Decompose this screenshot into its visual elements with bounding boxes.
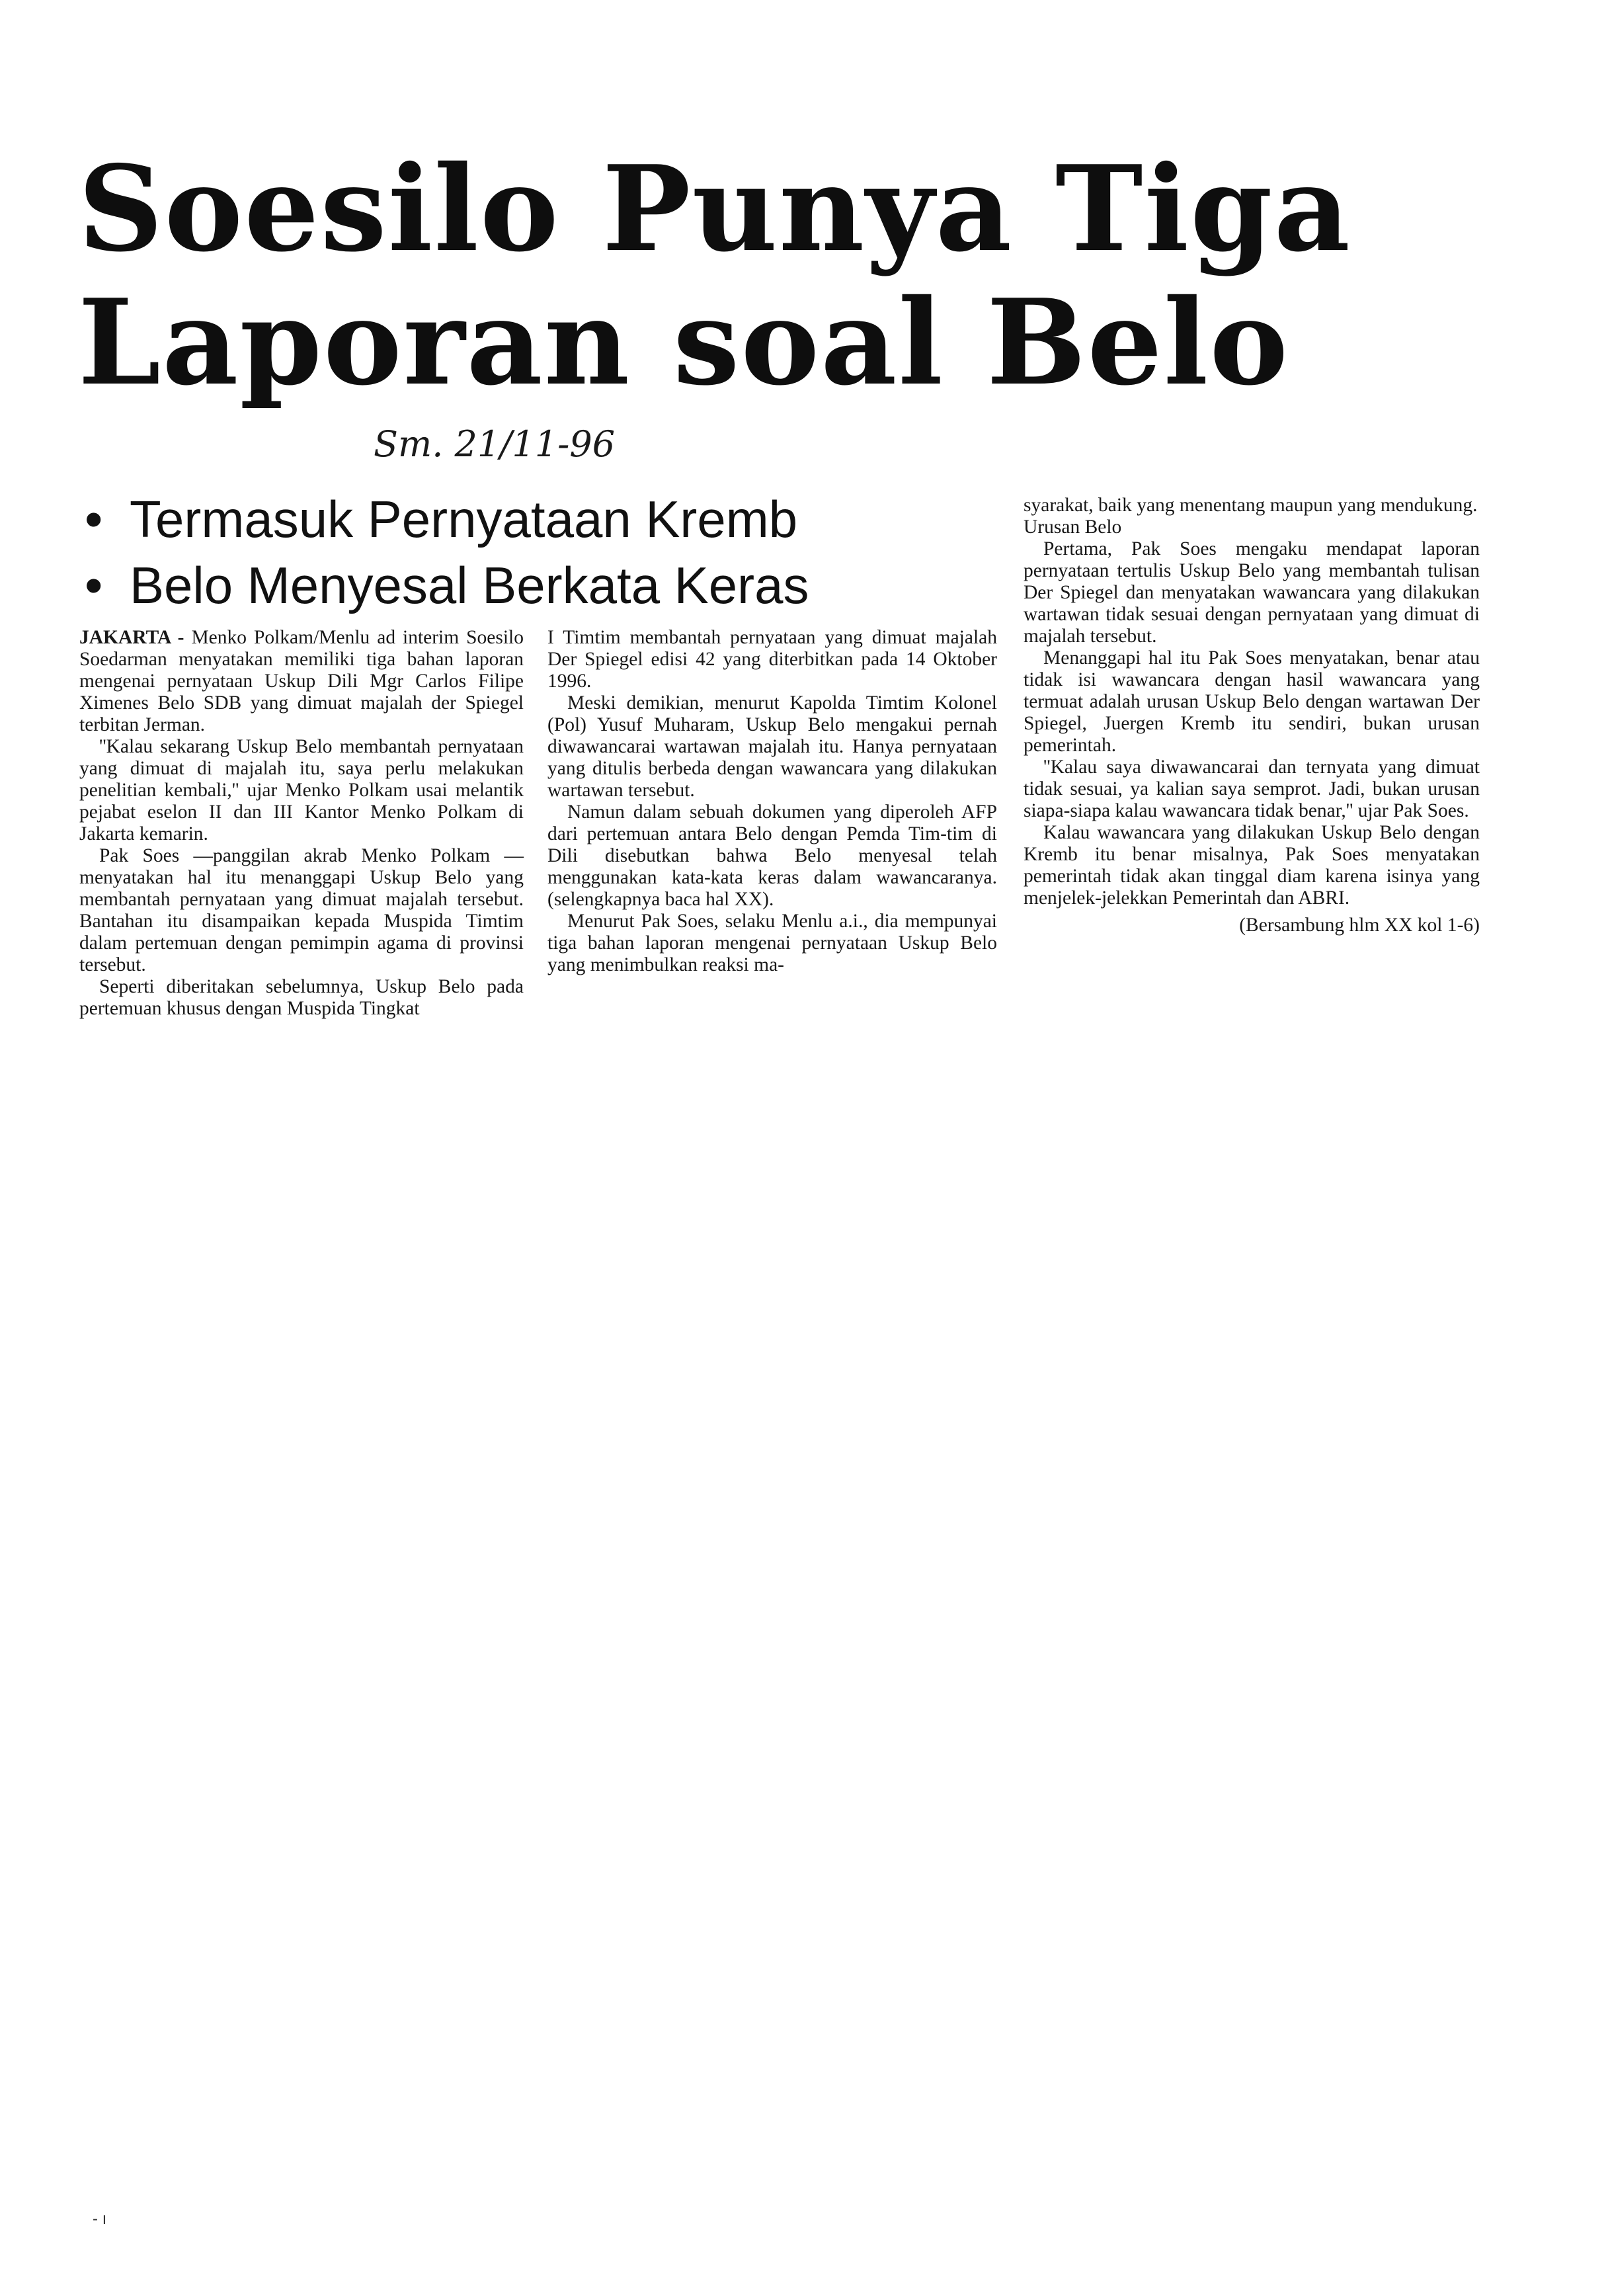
handwritten-date-note: Sm. 21/11-96 (374, 423, 616, 465)
headline (78, 142, 1500, 409)
paragraph (79, 627, 524, 736)
headline-line-1: Soesilo Punya Tiga (78, 140, 1351, 278)
paragraph: ''Kalau saya diwawancarai dan ternyata yang dimuat tidak sesuai, ya kalian saya semprot. Jadi, bukan urusan siapa-siapa kalau wawancara tidak benar,'' ujar Pak Soes. (1024, 757, 1480, 821)
paragraph: Namun dalam sebuah dokumen yang diperoleh AFP dari pertemuan antara Belo dengan Pemda Tim-tim di Dili disebutkan bahwa Belo menyesal telah menggunakan kata-kata keras dalam wawancaranya. (selengkapnya baca hal XX). (547, 801, 997, 910)
paragraph: syarakat, baik yang menentang maupun yang mendukung. (1024, 495, 1478, 516)
article-column-3 (1024, 495, 1480, 936)
paragraph: I Timtim membantah pernyataan yang dimuat majalah Der Spiegel edisi 42 yang diterbitkan pada 14 Oktober 1996. (547, 627, 997, 692)
paragraph: Menurut Pak Soes, selaku Menlu a.i., dia mempunyai tiga bahan laporan mengenai pernyataan Uskup Belo yang menimbulkan reaksi ma- (547, 911, 997, 975)
subheads (85, 486, 997, 618)
paragraph: ''Kalau sekarang Uskup Belo membantah pernyataan yang dimuat di majalah itu, saya perlu melakukan penelitian kembali,'' ujar Menko Polkam usai melantik pejabat eselon II dan III Kantor Menko Polkam di Jakarta kemarin. (79, 736, 524, 844)
bullet-icon: • (85, 556, 103, 614)
paragraph: Pertama, Pak Soes mengaku mendapat laporan pernyataan tertulis Uskup Belo yang membantah tulisan Der Spiegel dan menyatakan wawancara yang dilakukan wartawan tidak sesuai dengan pernyataan yang dimuat di majalah tersebut. (1024, 538, 1480, 647)
headline-line-2: Laporan soal Belo (78, 273, 1290, 411)
paragraph: Menanggapi hal itu Pak Soes menyatakan, benar atau tidak isi wawancara dengan hasil wawancara yang termuat adalah urusan Uskup Belo dengan wartawan Der Spiegel, Juergen Kremb itu sendiri, bukan urusan pemerintah. (1024, 647, 1480, 756)
subhead-2 (85, 552, 997, 618)
subhead-2-text: Belo Menyesal Berkata Keras (130, 556, 809, 614)
subhead-1 (85, 486, 997, 552)
paragraph: Pak Soes —panggilan akrab Menko Polkam — menyatakan hal itu menanggapi Uskup Belo yang membantah pernyataan yang dimuat majalah tersebut. Bantahan itu disampaikan kepada Muspida Timtim dalam pertemuan dengan pemimpin agama di provinsi tersebut. (79, 845, 524, 975)
subhead-1-text: Termasuk Pernyataan Kremb (130, 490, 798, 548)
article-column-2 (547, 627, 997, 976)
bullet-icon: • (85, 490, 103, 548)
paragraph: Meski demikian, menurut Kapolda Timtim Kolonel (Pol) Yusuf Muharam, Uskup Belo mengakui pernah diwawancarai wartawan majalah itu. Hanya pernyataan yang ditulis berbeda dengan wawancara yang dilakukan wartawan tersebut. (547, 692, 997, 801)
scan-mark: ‐ ı (93, 2210, 107, 2228)
paragraph-text: Menko Polkam/Menlu ad interim Soesilo Soedarman menyatakan memiliki tiga bahan laporan mengenai pernyataan Uskup Dili Mgr Carlos Filipe Ximenes Belo SDB yang dimuat majalah der Spiegel terbitan Jerman. (79, 627, 524, 735)
dateline: JAKARTA - (79, 627, 184, 648)
section-subhead: Urusan Belo (1024, 516, 1122, 538)
paragraph: Seperti diberitakan sebelumnya, Uskup Belo pada pertemuan khusus dengan Muspida Tingkat (79, 976, 524, 1019)
continued-note: (Bersambung hlm XX kol 1-6) (1239, 915, 1480, 936)
article-column-1 (79, 627, 524, 1020)
paragraph: Kalau wawancara yang dilakukan Uskup Belo dengan Kremb itu benar misalnya, Pak Soes menyatakan pemerintah tidak akan tinggal diam karena isinya yang menjelek-jelekkan Pemerintah dan ABRI. (1024, 822, 1480, 909)
